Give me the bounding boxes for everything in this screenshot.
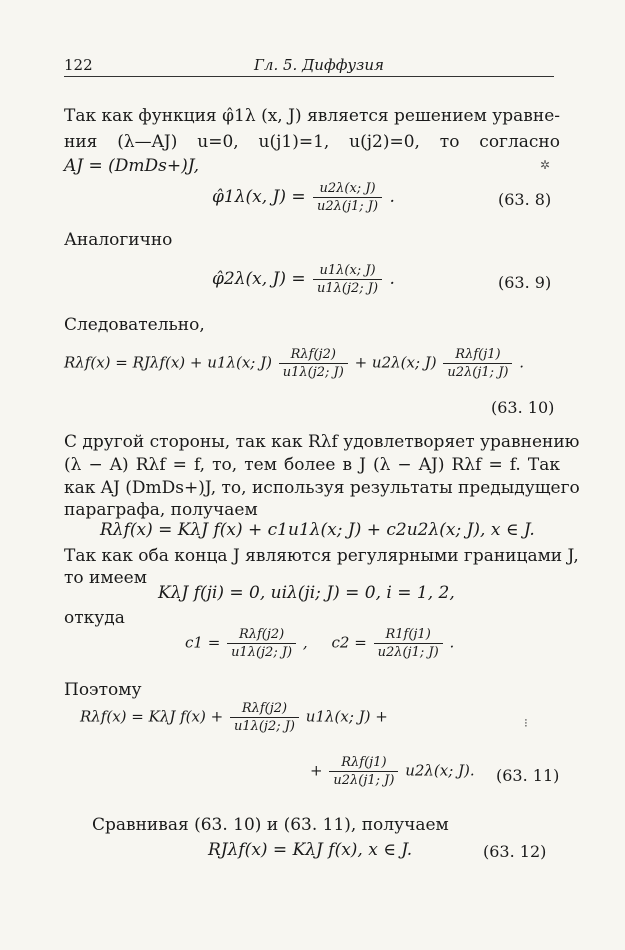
para2-line4: параграфа, получаем	[64, 500, 258, 520]
eq-63-8-fraction	[313, 180, 382, 215]
eq-63-8-denominator: u2λ(j1; J)	[317, 199, 379, 214]
eq-63-9-tail: .	[389, 269, 395, 289]
eq-63-10-frac1-denominator: u1λ(j2; J)	[282, 365, 344, 380]
equation-resolvent: Rλf(x) = KλJ f(x) + c1u1λ(x; J) + c2u2λ(x; J), x ∈ J.	[100, 520, 535, 540]
whence-text: откуда	[64, 608, 125, 628]
c-tail: .	[449, 633, 455, 652]
comparing-text: Сравнивая (63. 10) и (63. 11), получаем	[92, 815, 449, 835]
c1-numerator: Rλf(j2)	[227, 626, 296, 644]
c2-numerator: R1f(j1)	[374, 626, 443, 644]
eq-63-10-lhs: Rλf(x) = RJλf(x) + u1λ(x; J)	[64, 353, 272, 372]
eq-number-63-10: (63. 10)	[491, 398, 555, 417]
equation-63-11-line1	[80, 700, 388, 735]
eq-63-11-line1-tail: u1λ(x; J) +	[305, 707, 388, 726]
c1-fraction	[227, 626, 296, 661]
eq-63-10-tail: .	[519, 353, 525, 372]
equation-boundary: KλJ f(ji) = 0, uiλ(ji; J) = 0, i = 1, 2,	[158, 583, 455, 603]
equation-63-11-line2	[310, 754, 475, 789]
eq-63-11-f2-denominator: u2λ(j1; J)	[333, 773, 395, 788]
c1-lhs: c1 =	[185, 633, 221, 652]
consequently-text: Следовательно,	[64, 315, 205, 335]
eq-63-9-denominator: u1λ(j2; J)	[317, 281, 379, 296]
eq-63-10-fraction-1	[279, 346, 348, 381]
eq-63-8-numerator: u2λ(x; J)	[313, 180, 382, 198]
eq-number-63-11: (63. 11)	[496, 766, 560, 785]
para1-line3: AJ = (DmDs+)J,	[64, 156, 199, 176]
para3-line1: Так как оба конца J являются регулярными границами J,	[64, 546, 579, 566]
equation-63-10	[64, 346, 524, 381]
eq-63-10-frac2-denominator: u2λ(j1; J)	[447, 365, 509, 380]
analog-text: Аналогично	[64, 230, 173, 250]
eq-63-10-fraction-2	[443, 346, 512, 381]
eq-63-11-fraction-1	[230, 700, 299, 735]
para1-line1: Так как функция φ̂1λ (x, J) является решением уравне-	[64, 106, 560, 126]
eq-63-8-lhs: φ̂1λ(x, J) =	[212, 187, 306, 207]
eq-63-11-f2-numerator: Rλf(j1)	[329, 754, 398, 772]
eq-63-11-line2-tail: u2λ(x; J).	[405, 761, 475, 780]
eq-63-9-numerator: u1λ(x; J)	[313, 262, 382, 280]
para2-line1: С другой стороны, так как Rλf удовлетворяет уравнению	[64, 432, 580, 452]
print-mark: ✲	[540, 158, 551, 172]
c2-lhs: c2 =	[331, 633, 367, 652]
c1-denominator: u1λ(j2; J)	[231, 645, 293, 660]
c2-denominator: u2λ(j1; J)	[377, 645, 439, 660]
c-separator: ,	[302, 633, 308, 652]
eq-63-11-f1-numerator: Rλf(j2)	[230, 700, 299, 718]
eq-63-11-f1-denominator: u1λ(j2; J)	[233, 719, 296, 734]
para2-line2: (λ − A) Rλf = f, то, тем более в J (λ − AJ) Rλf = f. Так	[64, 455, 560, 475]
c2-fraction	[374, 626, 443, 661]
equation-63-12: RJλf(x) = KλJ f(x), x ∈ J.	[208, 840, 413, 860]
eq-number-63-8: (63. 8)	[498, 190, 552, 209]
para3-line2: то имеем	[64, 568, 147, 588]
eq-63-10-frac1-numerator: Rλf(j2)	[279, 346, 348, 364]
page-number: 122	[64, 56, 93, 74]
eq-63-8-tail: .	[389, 187, 395, 207]
para2-line3: как AJ (DmDs+)J, то, используя результаты предыдущего	[64, 478, 580, 498]
eq-63-9-lhs: φ̂2λ(x, J) =	[212, 269, 306, 289]
equation-63-9	[212, 262, 395, 297]
eq-63-10-mid: + u2λ(x; J)	[354, 353, 437, 372]
para1-line2: ния (λ—AJ) u=0, u(j1)=1, u(j2)=0, то согласно	[64, 132, 560, 152]
eq-63-11-line2-lhs: +	[310, 761, 323, 780]
page-header	[64, 56, 554, 77]
print-mark-2: ⁝	[524, 716, 528, 730]
eq-63-10-frac2-numerator: Rλf(j1)	[443, 346, 512, 364]
eq-number-63-12: (63. 12)	[483, 842, 547, 861]
eq-63-9-fraction	[313, 262, 382, 297]
equation-constants	[185, 626, 454, 661]
eq-63-11-line1-lhs: Rλf(x) = KλJ f(x) +	[80, 707, 224, 726]
equation-63-8	[212, 180, 395, 215]
eq-63-11-fraction-2	[329, 754, 398, 789]
therefore-text: Поэтому	[64, 680, 142, 700]
eq-number-63-9: (63. 9)	[498, 273, 552, 292]
running-title: Гл. 5. Диффузия	[254, 56, 384, 74]
